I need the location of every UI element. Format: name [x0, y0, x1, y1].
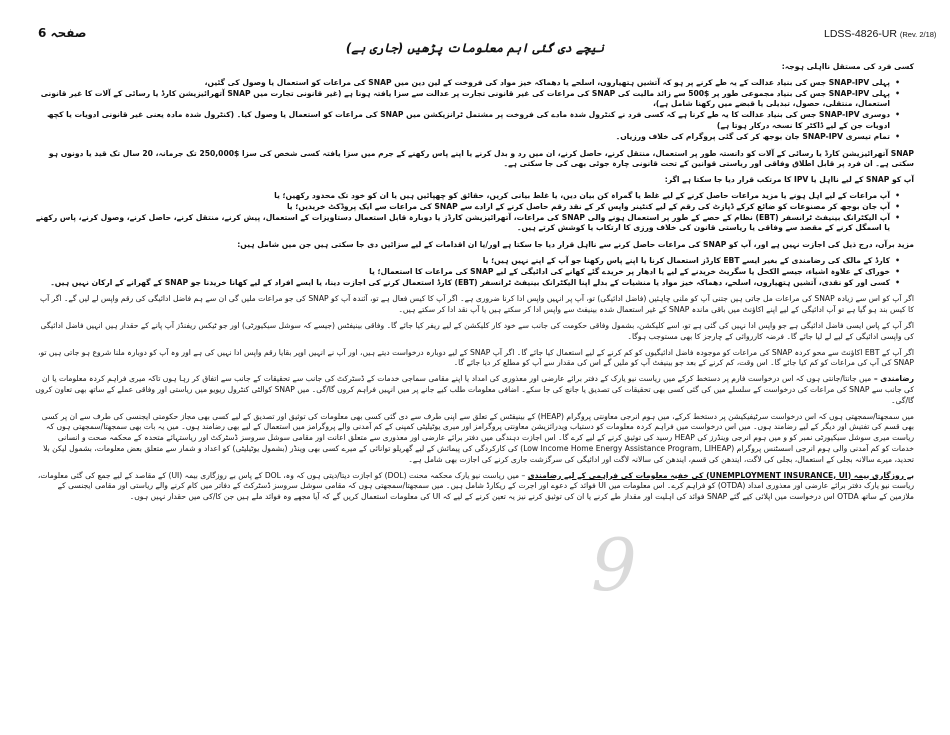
- form-revision: (Rev. 2/18): [899, 30, 937, 39]
- list-item: • تمام تیسری SNAP-IPV جان بوجھ کر کی گئی پروگرام کی خلاف ورزیاں۔: [615, 131, 900, 141]
- ipv-list: [34, 191, 900, 234]
- list-item: • کسی اور کو نقدی، آتشیں ہتھیاروں، اسلحے، دھماکہ خیز مواد یا منشیات کے بدلے اپنا الیکٹرانک بینیفٹ ٹرانسفر (EBT) کارڈ استعمال کرنے کی اجازت دینا، یا ایسے افراد کے لیے کھانا خریدنا جو SNAP کے گھرانے کے ارکان نہیں ہیں۔: [50, 277, 900, 287]
- overpayment-paragraph: اگر آپ کو اس سے زیادہ SNAP کی مراعات مل جاتی ہیں جتنی آپ کو ملنی چاہئیں (فاضل ادائیگی) تو، آپ پر انہیں واپس ادا کرنا ضروری ہے۔ اگر آپ کا کیس فعال ہے تو، آئندہ آپ کو SNAP کی جو مراعات ملیں گی ان سے ہم فاضل ادائیگی کی رقم واپس لے لیں گے۔ اگر آپ کا کیس بند ہو گیا ہے تو آپ ادائیگی کے لیے اپنے اکاؤنٹ میں باقی ماندہ SNAP کے غیر استعمال شدہ بینیفٹ سے واپس ادا کر سکتے ہیں یا آپ نقد ادا کر سکتے ہیں۔: [39, 294, 914, 315]
- permanent-disqualification-intro: کسی فرد کی مستقل نااہلی ہوجہ:: [781, 62, 914, 71]
- list-item: • آپ الیکٹرانک بینیفٹ ٹرانسفر (EBT) نظام کے حصے کے طور پر استعمال ہونے والی SNAP کی مراعات، آتھرائیزیشن کارڈز یا دوبارہ قابل استعمال دستاویزات کے استعمال، پیش کرنے، منتقل کرنے، حاصل کرنے، وصول کرنے، پاس رکھنے یا اسمگل کرنے کے مقصد سے وفاقی یا ریاستی قانون کی خلاف ورزی کا ارتکاب یا کوشش کرتے ہیں۔: [35, 212, 900, 233]
- ui-consent-text: – میں ریاست نیو یارک محکمہ محنت (DOL) کو اجازت دیتا/دیتی ہوں کہ وہ، DOL کے پاس بے روزگاری بیمہ (UI) کے مقاصد کے لیے جمع کی گئی معلومات، ریاست نیو یارک دفتر برائے عارضی اور معذوری امداد (OTDA) کو فراہم کرے۔ اس معلومات میں UI فوائد کے دعوے اور اجرت کے ریکارڈ شامل ہیں۔ میں سمجھتا/سمجھتی ہوں کہ مقامی سوشل سروسز ڈسٹرکٹ کے دفاتر میں کام کرنے والے ریاستی اور مقامی ایجنسی کے ملازمین کے ساتھ OTDA اس درخواست میں اپلائی کیے گئے SNAP فوائد کی اہلیت اور مقدار طے کرنے یا ان کی توثیق کرنے نیز یہ تعین کرنے کے لیے کہ UI کی معلومات استعمال کریں گے کہ آیا مجھے وہ فوائد ملے ہیں جن کا/کی میں حقدار نہیں ہوں۔: [37, 470, 914, 502]
- consent-label: رضامندی –: [871, 374, 914, 384]
- not-allowed-intro: مزید برآں، درج ذیل کی اجازت نہیں ہے اور، آپ کو SNAP کی مراعات حاصل کرنے سے نااہل قرار دیا جا سکتا ہے اور/یا ان اقدامات کے لیے سزائیں دی جا سکتی ہیں جن میں شامل ہیں:: [237, 240, 914, 250]
- list-item: • پہلی SNAP-IPV جس کی بنیاد مجموعی طور پر $500 سے زائد مالیت کی SNAP کی مراعات کی غیر قانونی تجارت پر عدالت سے سزا یافتہ ہونا ہے (غیر قانونی تجارت میں SNAP آتھرائیزیشن کارڈ یا رسائی کے آلات کا غیر قانونی استعمال، منتقلی، حصول، تبدیلی یا قبضے میں رکھنا شامل ہے)،: [40, 88, 900, 109]
- document-body: [34, 62, 914, 508]
- not-allowed-list: [34, 256, 900, 288]
- heap-consent-paragraph: میں سمجھتا/سمجھتی ہوں کہ اس درخواست سرٹیفیکیشن پر دستخط کرکے، میں ہوم انرجی معاونتی پروگرام (HEAP) کے بینیفٹس کے تعلق سے اپنی طرف سے دی گئی کسی بھی معلومات کی توثیق اور تصدیق کے لیے کسی بھی مجاز حکومتی ایجنسی کی طرف سے ان پر کسی بھی قسم کی تفتیش اور دیگر کے لیے رضامند ہوں۔ میں اس درخواست میں فراہم کردہ معلومات کو دستیاب ویدرائزیشن معاونتی پروگرامز اور میری یوٹیلیٹی کمپنی کے کم آمدنی والے پروگرامز میں استعمال کے لیے بھی رضامند ہوں۔ میں یہ بات بھی سمجھتا/سمجھتی ہوں کہ ریاست میری سوشل سیکیورٹی نمبر کو و میں ہوم انرجی وینڈرز کی HEAP رسید کی توثیق کرنے کے لیے کرے گا۔ اس اجازت دہندگی میں دفتر برائے عارضی اور معذوری سے متعلق اعانت اور مقامی سوشل سروسز ڈسٹرکٹ اور ریاستہائے متحدہ کے محکمہ صحت و انسانی خدمات کو کم آمدنی والی ہوم انرجی اسسٹنس پروگرام (Low Income Home Energy Assistance Program, LIHEAP) کی کارکردگی کی پیمائش کے لیے گھریلو توانائی کے میرے کسی بھی وینڈر (بشمول یوٹیلیٹی) کو اعداد و شمار سے متعلق بعض معلومات، بشمول لیکن بلا تحدید، میرے سالانہ بجلی کے استعمال، بجلی کی لاگت، ایندھن کی قسم، ایندھن کی سالانہ لاگت اور ادائیگی کی سرگزشت جاری کرنے کی اجازت بھی شامل ہے۔: [41, 411, 914, 464]
- list-item: • دوسری SNAP-IPV جس کی بنیاد عدالت کا یہ طے کرنا ہے کہ کسی فرد نے کنٹرول شدہ مادے کی فروخت پر مشتمل ٹرانزیکشن میں SNAP کی مراعات کو استعمال یا وصول کیا۔ (کنٹرول شدہ مادہ یعنی غیر قانونی ادویات یا کچھ ادویات جن کے لیے ڈاکٹر کا نسخہ درکار ہوتا ہے): [46, 110, 900, 130]
- consent-paragraph: [34, 374, 914, 406]
- penalty-paragraph: SNAP آتھرائیزیشن کارڈ یا رسائی کے آلات کو دانستہ طور پر استعمال، منتقل کرنے، حاصل کرنے، ان میں رد و بدل کرنے یا اپنے پاس رکھنے کے جرم میں سزا یافتہ کسی شخص کی سزا $250,000 تک جرمانہ، 20 سال تک قید یا دونوں ہو سکتی ہے۔ ان فرد پر قابل اطلاق وفاقی اور ریاستی قوانین کے تحت قانونی چارہ جوئی بھی کی جا سکتی ہے۔: [48, 148, 914, 169]
- list-item: • پہلی SNAP-IPV جس کی بنیاد عدالت کے یہ طے کرنے پر ہو کہ آتشیں ہتھیاروں، اسلحے یا دھماکہ خیز مواد کی فروخت کے لین دین میں SNAP کی مراعات کو استعمال یا وصول کی گئیں،: [204, 77, 900, 87]
- list-item: • آپ جان بوجھ کر مصنوعات کو ضائع کرکے ڈپازٹ کی رقم کے لیے کنٹینر واپس کر کے نقد رقم حاصل کرنے کے ارادے سے SNAP کی مراعات سے ایک پروڈکٹ خریدیں؛ یا: [286, 201, 900, 211]
- page-title: نیچے دی گئی اہم معلومات پڑھیں (جاری ہے): [345, 41, 605, 55]
- list-item: • آپ مراعات کے لیے اہل ہونے یا مزید مراعات حاصل کرنے کے لیے غلط یا گمراہ کن بیان دیں، یا غلط بیانی کریں، حقائق کو چھپائیں ہیں یا ان کو خود تک محدود رکھیں؛ یا: [274, 190, 900, 200]
- form-number: LDSS-4826-UR: [824, 28, 897, 40]
- form-id: [824, 28, 936, 40]
- page-number: صفحہ 6: [38, 26, 87, 40]
- ebt-expunged-paragraph: اگر آپ کے EBT اکاؤنٹ سے محو کردہ SNAP کی مراعات کو موجودہ فاضل ادائیگیوں کو کم کرنے کے لیے استعمال کیا جائے گا۔ اگر آپ SNAP کے لیے دوبارہ درخواست دیتے ہیں، اور آپ نے انہیں اوپر بقایا رقم واپس ادا نہیں کی ہے اور وہ آپ کو دوبارہ ملنا شروع ہو جاتی ہیں تو، SNAP کی آپ کی مراعات کو کم کیا جائے گا۔ اس وقت، کم کرنے کے بعد جو بینیفٹ آپ کو ملیں گے اس کی مقدار سے آپ کو مطلع کر دیا جائے گا۔: [38, 347, 914, 368]
- list-item: • کارڈ کے مالک کی رضامندی کے بغیر ایسے EBT کارڈز استعمال کرنا یا اپنے پاس رکھنا جو آپ کے اپنے نہیں ہیں؛ یا: [482, 255, 900, 265]
- list-item: • خوراک کے علاوہ اشیاء، جیسے الکحل یا سگریٹ خریدنے کے لیے یا ادھار پر خریدے گئے کھانے کی ادائیگی کے لیے SNAP کی مراعات کا استعمال؛ یا: [369, 266, 900, 276]
- ipv-intro: آپ کو SNAP کے لیے نااہل یا IPV کا مرتکب قرار دیا جا سکتا ہے اگر:: [664, 175, 914, 185]
- ui-consent-paragraph: [34, 471, 914, 503]
- collection-paragraph: اگر آپ کے پاس ایسی فاضل ادائیگی ہے جو واپس ادا نہیں کی گئی ہے تو، اسے کلیکشن، بشمول وفاقی حکومت کی جانب سے خود کار کلیکشن کے لیے ریفر کیا جائے گا۔ وفاقی بینیفٹس (جیسے کہ سوشل سیکیورٹی) اور جو ٹیکس ریفنڈز آپ پانے کے حقدار ہیں انہیں فاضل ادائیگی کی واپسی ادائیگی کے لیے لے لیا جائے گا۔ فرضہ کارروائی کے چارجز کا بھی مستوجب ہوگا۔: [40, 320, 914, 341]
- permanent-disqualification-list: [34, 78, 900, 143]
- page-watermark: 9: [591, 523, 637, 607]
- ui-consent-label: بے روزگاری بیمہ (UNEMPLOYMENT INSURANCE, UI) کی خفیہ معلومات کی فراہمی کے لیے رضامندی: [527, 470, 914, 480]
- consent-text: میں جانتا/جانتی ہوں کہ اس درخواست فارم پر دستخط کرکے میں ریاست نیو یارک کے دفتر برائے عارضی اور معذوری کی امداد یا اپنے مقامی سماجی خدمات کے ڈسٹرکٹ کی جانب سے تحقیقات کے جانب سے اتفاق کر رہا ہوں تاکہ میری فراہم کردہ معلومات یا ان کی جانب سے SNAP کی مراعات کی درخواست کے سلسلے میں کی گئی کسی بھی تحقیقات کی تصدیق یا جانچ کی جا سکے۔ اضافی معلومات طلب کیے جانے پر میں انہیں فراہم کروں گا/گی۔ میں SNAP کوالٹی کنٹرول ریویو میں ریاستی اور وفاقی عملے کے ساتھ بھی تعاون کروں گا/گی۔: [35, 374, 914, 405]
